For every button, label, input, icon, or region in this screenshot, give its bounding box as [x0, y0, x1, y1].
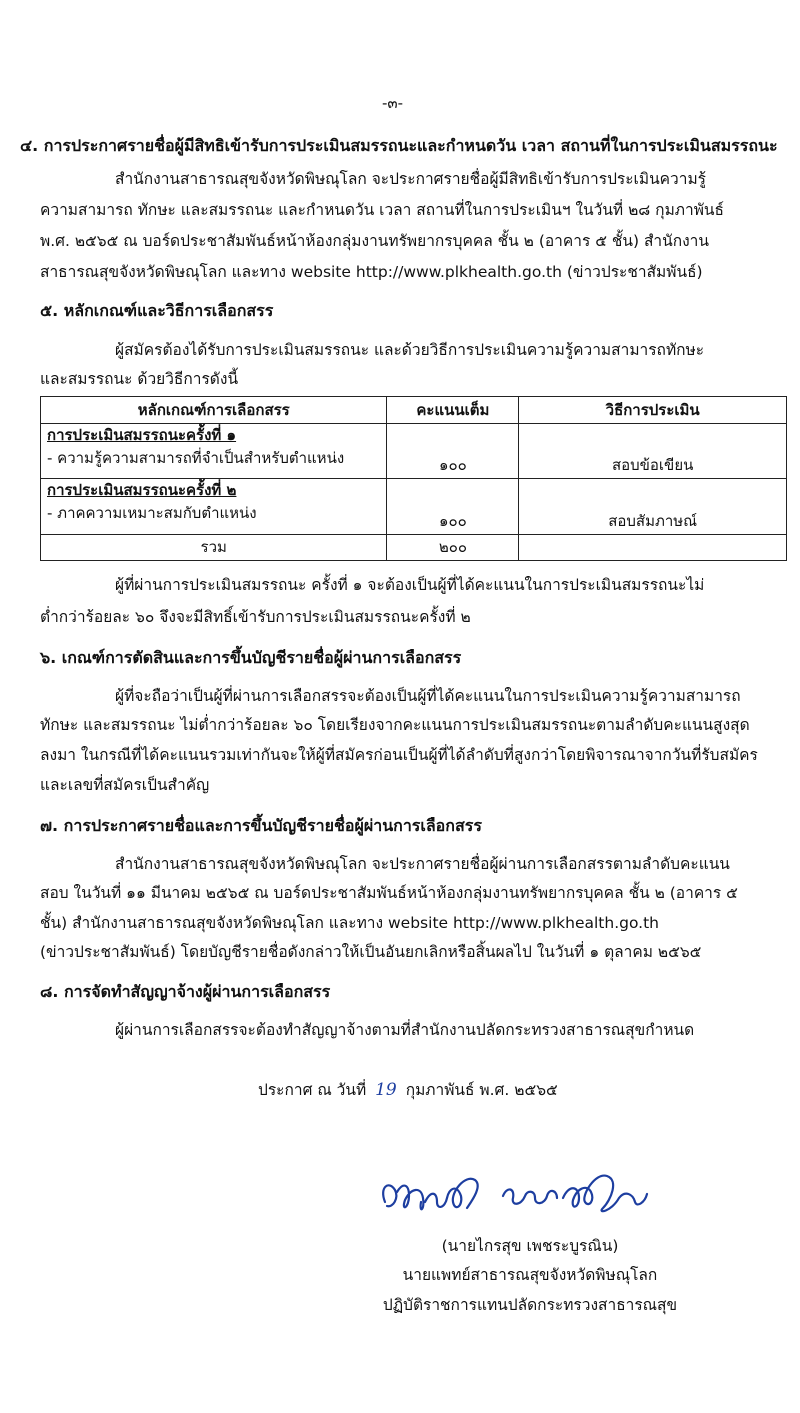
round-2-method: สอบสัมภาษณ์ — [519, 479, 787, 535]
section-7-line-2: สอบ ในวันที่ ๑๑ มีนาคม ๒๕๖๕ ณ บอร์ดประชาสัมพันธ์หน้าห้องกลุ่มงานทรัพยากรบุคคล ชั้น ๒ (อาคาร ๕ — [40, 884, 738, 902]
section-7-line-4: (ข่าวประชาสัมพันธ์) โดยบัญชีรายชื่อดังกล่าวให้เป็นอันยกเลิกหรือสิ้นผลไป ในวันที่ ๑ ตุลาคม ๒๕๖๕ — [40, 943, 702, 961]
announce-date — [258, 1082, 558, 1099]
section-4-line-3: พ.ศ. ๒๕๖๕ ณ บอร์ดประชาสัมพันธ์หน้าห้องกลุ่มงานทรัพยากรบุคคล ชั้น ๒ (อาคาร ๕ ชั้น) สำนักงาน — [40, 232, 709, 250]
round-1-title: การประเมินสมรรถนะครั้งที่ ๑ — [47, 426, 237, 444]
section-4-line-4: สาธารณสุขจังหวัดพิษณุโลก และทาง website http://www.plkhealth.go.th (ข่าวประชาสัมพันธ์) — [40, 263, 703, 281]
table-header-score: คะแนนเต็ม — [387, 397, 519, 424]
total-score: ๒๐๐ — [387, 535, 519, 561]
section-7-heading: ๗. การประกาศรายชื่อและการขึ้นบัญชีรายชื่อผู้ผ่านการเลือกสรร — [40, 816, 482, 835]
section-6-line-3: ลงมา ในกรณีที่ได้คะแนนรวมเท่ากันจะให้ผู้ที่สมัครก่อนเป็นผู้ที่ได้ลำดับที่สูงกว่าโดยพิจารณาจากวันที่รับสมัคร — [40, 746, 758, 764]
round-2-item: - ภาคความเหมาะสมกับตำแหน่ง — [47, 504, 257, 522]
section-8-line: ผู้ผ่านการเลือกสรรจะต้องทำสัญญาจ้างตามที่สำนักงานปลัดกระทรวงสาธารณสุขกำหนด — [115, 1021, 695, 1039]
table-row — [41, 479, 787, 535]
section-6-line-1: ผู้ที่จะถือว่าเป็นผู้ที่ผ่านการเลือกสรรจะต้องเป็นผู้ที่ได้คะแนนในการประเมินความรู้ความสามารถ — [115, 687, 741, 705]
table-cell-criteria — [41, 424, 387, 479]
section-8-heading: ๘. การจัดทำสัญญาจ้างผู้ผ่านการเลือกสรร — [40, 982, 331, 1001]
page-number: -๓- — [382, 94, 404, 112]
section-6-line-2: ทักษะ และสมรรถนะ ไม่ต่ำกว่าร้อยละ ๖๐ โดยเรียงจากคะแนนการประเมินสมรรถนะตามลำดับคะแนนสูงสุด — [40, 716, 750, 734]
section-5-heading: ๕. หลักเกณฑ์และวิธีการเลือกสรร — [40, 301, 274, 320]
section-4-line-1: สำนักงานสาธารณสุขจังหวัดพิษณุโลก จะประกาศรายชื่อผู้มีสิทธิเข้ารับการประเมินความรู้ — [115, 170, 706, 188]
total-label: รวม — [41, 535, 387, 561]
handwritten-signature — [375, 1162, 655, 1232]
section-5-after-1: ผู้ที่ผ่านการประเมินสมรรถนะ ครั้งที่ ๑ จะต้องเป็นผู้ที่ได้คะแนนในการประเมินสมรรถนะไม่ — [115, 576, 705, 594]
total-method-empty — [519, 535, 787, 561]
round-1-score: ๑๐๐ — [387, 424, 519, 479]
round-1-item: - ความรู้ความสามารถที่จำเป็นสำหรับตำแหน่ง — [47, 449, 345, 467]
section-7-line-3: ชั้น) สำนักงานสาธารณสุขจังหวัดพิษณุโลก และทาง website http://www.plkhealth.go.th — [40, 914, 659, 932]
section-6-line-4: และเลขที่สมัครเป็นสำคัญ — [40, 776, 210, 794]
round-2-score: ๑๐๐ — [387, 479, 519, 535]
section-4-line-2: ความสามารถ ทักษะ และสมรรถนะ และกำหนดวัน เวลา สถานที่ในการประเมินฯ ในวันที่ ๒๘ กุมภาพันธ์ — [40, 201, 724, 219]
section-5-intro-1: ผู้สมัครต้องได้รับการประเมินสมรรถนะ และด้วยวิธีการประเมินความรู้ความสามารถทักษะ — [115, 341, 705, 359]
table-header-criteria: หลักเกณฑ์การเลือกสรร — [41, 397, 387, 424]
table-total-row — [41, 535, 787, 561]
section-4-heading: ๔. การประกาศรายชื่อผู้มีสิทธิเข้ารับการประเมินสมรรถนะและกำหนดวัน เวลา สถานที่ในการประเมินสมรรถนะ — [20, 136, 778, 155]
signer-title-2: ปฏิบัติราชการแทนปลัดกระทรวงสาธารณสุข — [382, 1296, 678, 1314]
table-cell-criteria — [41, 479, 387, 535]
announce-day-handwritten: 19 — [375, 1080, 397, 1100]
announce-suffix: กุมภาพันธ์ พ.ศ. ๒๕๖๕ — [405, 1081, 558, 1099]
section-7-line-1: สำนักงานสาธารณสุขจังหวัดพิษณุโลก จะประกาศรายชื่อผู้ผ่านการเลือกสรรตามลำดับคะแนน — [115, 855, 730, 873]
table-header-method: วิธีการประเมิน — [519, 397, 787, 424]
signer-title-1: นายแพทย์สาธารณสุขจังหวัดพิษณุโลก — [402, 1266, 658, 1284]
round-2-title: การประเมินสมรรถนะครั้งที่ ๒ — [47, 481, 237, 499]
section-5-after-2: ต่ำกว่าร้อยละ ๖๐ จึงจะมีสิทธิ์เข้ารับการประเมินสมรรถนะครั้งที่ ๒ — [40, 608, 471, 626]
criteria-table — [40, 396, 787, 561]
signer-name: (นายไกรสุข เพชระบูรณิน) — [441, 1237, 619, 1255]
table-header-row — [41, 397, 787, 424]
table-row — [41, 424, 787, 479]
announce-prefix: ประกาศ ณ วันที่ — [258, 1081, 367, 1099]
round-1-method: สอบข้อเขียน — [519, 424, 787, 479]
section-6-heading: ๖. เกณฑ์การตัดสินและการขึ้นบัญชีรายชื่อผู้ผ่านการเลือกสรร — [40, 648, 462, 667]
section-5-intro-2: และสมรรถนะ ด้วยวิธีการดังนี้ — [40, 370, 239, 388]
